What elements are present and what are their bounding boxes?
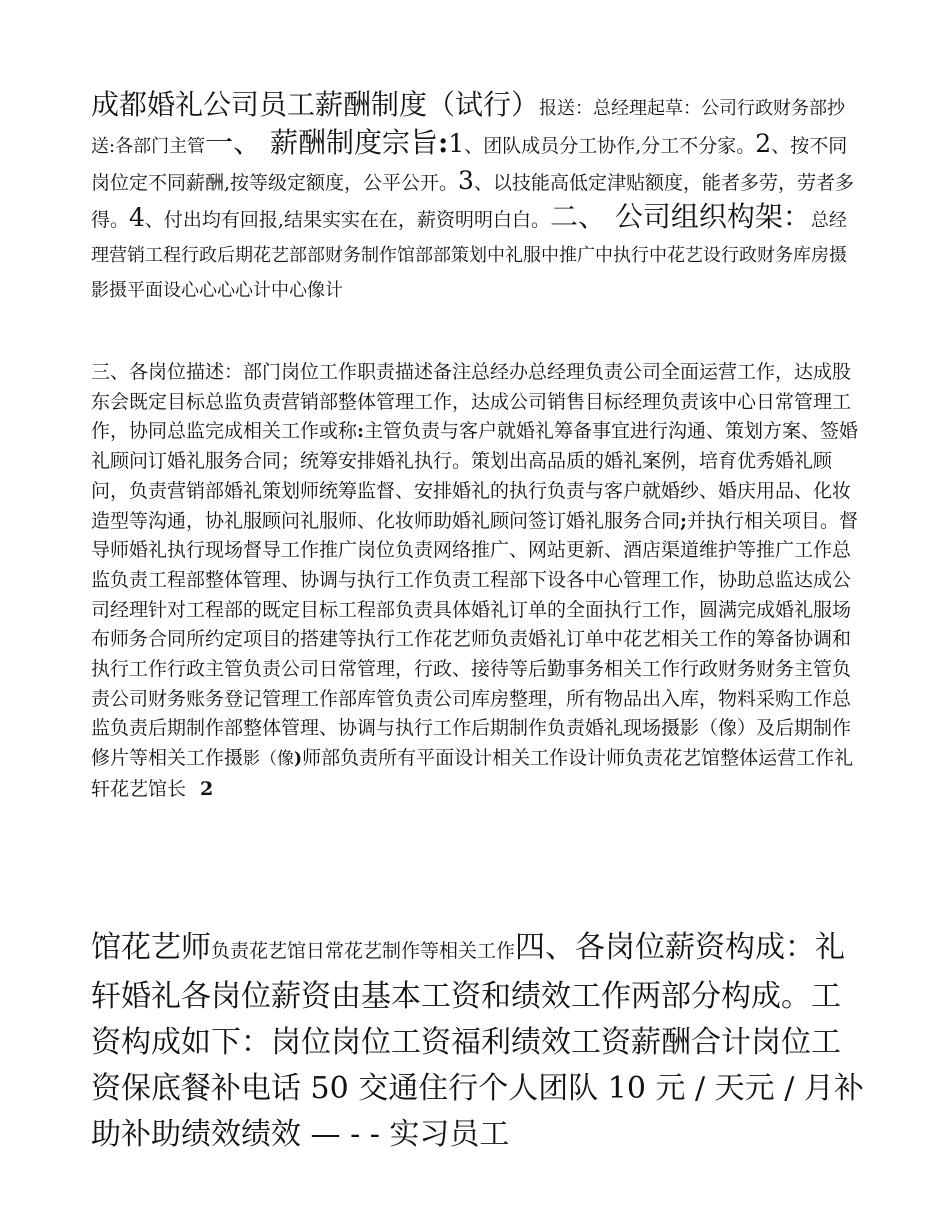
section3-text-b: 主管负责与客户就婚礼筹备事宜进行沟通、策划方案、签婚礼顾问订婚礼服务合同；统筹安排婚礼执行。策划出高品质的婚礼案例，培育优秀婚礼顾问，负责营销部婚礼策划师统筹监督、安排婚礼的执行负责与客户就婚纱、婚庆用品、化妆造型等沟通，协礼服顾问礼服师、化妆师助婚礼顾问签订婚礼服务合同 [91, 420, 859, 532]
section3-semicolon: ; [680, 509, 688, 532]
section4-lead-small: 负责花艺馆日常花艺制作等相关工作 [211, 940, 516, 962]
section3-text-c: 并执行相关项目。督导师婚礼执行现场督导工作推广岗位负责网络推广、网站更新、酒店渠道维护等推广工作总监负责工程部整体管理、协调与执行工作负责工程部下设各中心管理工作，协助总监达成公司经理针对工程部的既定目标工程部负责具体婚礼订单的全面执行工作，圆满完成婚礼服场布师务合同所约定项目的搭建等执行工作花艺师负责婚礼订单中花艺相关工作的筹备协调和执行工作行政主管负责公司日常管理，行政、接待等后勤事务相关工作行政财务财务主管负责公司财务账务登记管理工作部库管负责公司库房整理，所有物品出入库，物料采购工作总监负责后期制作部整体管理、协调与执行工作后期制作负责婚礼现场摄影（像）及后期制作修片等相关工作摄 [91, 509, 859, 770]
item-2-text: 、按不同岗位定不同薪酬,按等级定额度，公平公开。 [91, 135, 848, 194]
section4-paragraph [91, 925, 866, 1158]
header-meta: 报送：总经理起草：公司行政财务部抄送:各部门主管 [91, 98, 846, 157]
item-1-number: 1 [448, 129, 465, 158]
section3-colon: : [357, 420, 365, 443]
section3-paragraph [91, 358, 861, 805]
page-number: 2 [200, 777, 214, 800]
section3-text-a: 三、各岗位描述：部门岗位工作职责描述备注总经办总经理负责公司全面运营工作，达成股东会既定目标总监负责营销部整体管理工作，达成公司销售目标经理负责该中心日常管理工作，协同总监完成相关工作或称 [91, 361, 852, 443]
item-1-text: 、团队成员分工协作,分工不分家。 [464, 135, 756, 157]
intro-paragraph [91, 88, 861, 308]
org-structure-text: 总经理营销工程行政后期花艺部部财务制作馆部部策划中礼服中推广中执行中花艺设行政财务库房摄影摄平面设心心心心计中心像计 [91, 210, 847, 301]
section4-lead: 馆花艺师 [91, 930, 211, 965]
section2-heading: 二、 公司组织构架： [549, 200, 811, 233]
section1-heading: 一、 薪酬制度宗旨 [205, 126, 438, 159]
section3-small-a: 影（像 [243, 749, 295, 770]
document-title: 成都婚礼公司员工薪酬制度（试行） [91, 88, 540, 121]
item-4-text: 、付出均有回报,结果实实在在，薪资明明白白。 [144, 209, 550, 231]
item-3-number: 3 [458, 166, 474, 195]
item-4-number: 4 [129, 203, 145, 232]
item-3-text: 、以技能高低定津贴额度，能者多劳，劳者多得。 [91, 172, 854, 231]
section4-heading: 四、各岗位薪资构成： [515, 930, 816, 965]
item-2-number: 2 [755, 129, 772, 158]
section3-text-d: 师部负责所有平面设计相关工作设计师负责花艺馆整体运营工作礼轩花艺馆长 [91, 747, 854, 800]
section3-small-b: ) [294, 749, 303, 770]
section4-body: 礼轩婚礼各岗位薪资由基本工资和绩效工作两部分构成。工资构成如下：岗位岗位工资福利绩效工资薪酬合计岗位工资保底餐补电话 50 交通住行个人团队 10 元 / 天元 / 月补助补助绩效绩效 — - - 实习员工 [91, 930, 864, 1152]
section1-colon: : [437, 126, 449, 159]
